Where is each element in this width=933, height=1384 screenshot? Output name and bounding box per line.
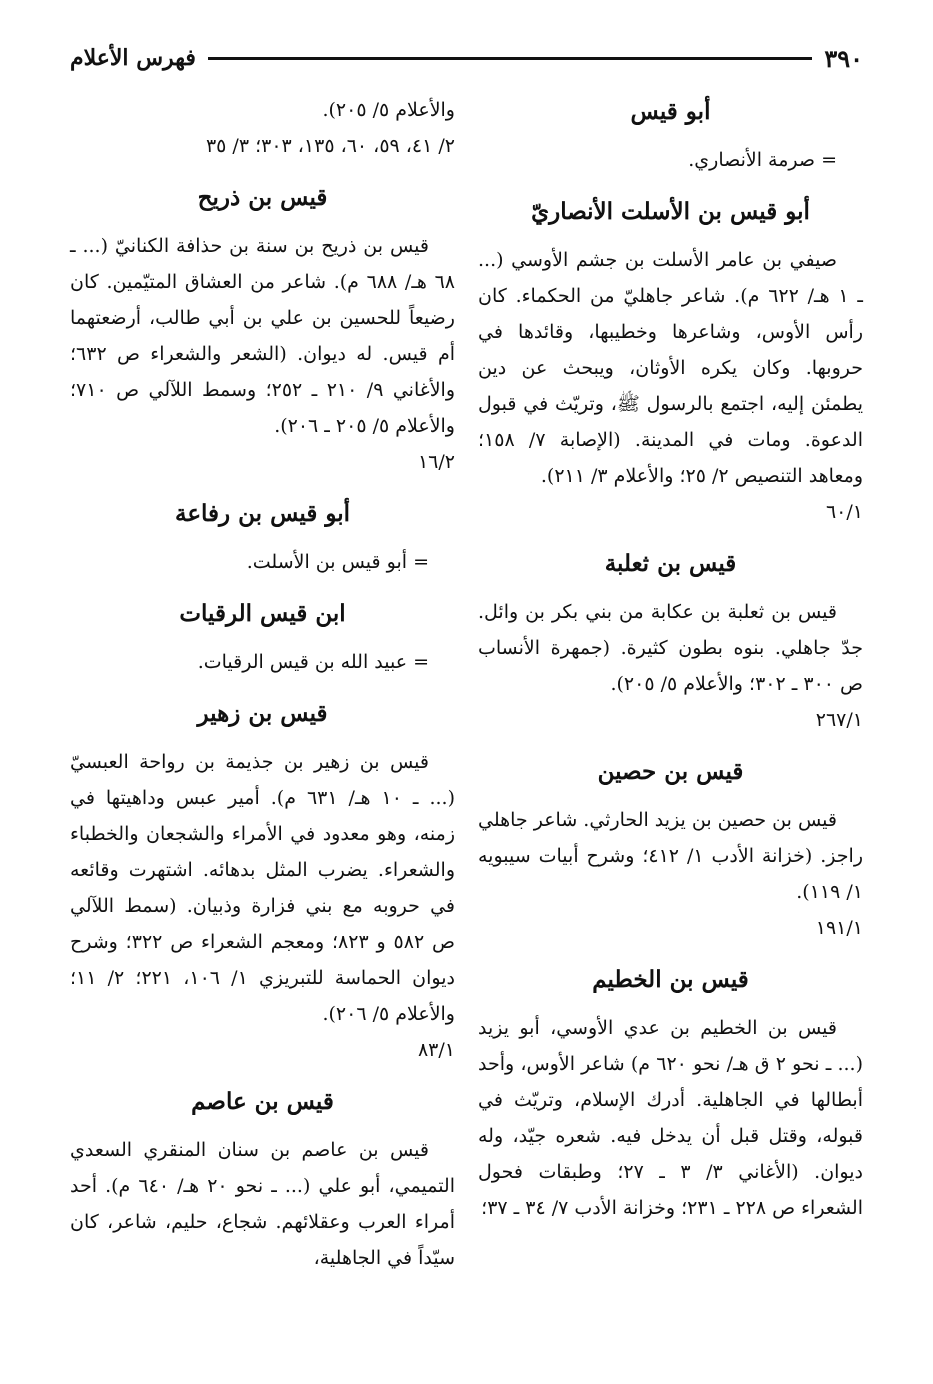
- page-number: ٣٩٠: [824, 43, 863, 73]
- entry-abu-qays: [478, 92, 863, 178]
- entry-qays-ibn-husayn: [478, 752, 863, 946]
- entry-title: أبو قيس بن الأسلت الأنصاريّ: [531, 198, 810, 225]
- entry-body: صيفي بن عامر الأسلت بن جشم الأوسي (... ـ ١ هـ/ ٦٢٢ م). شاعر جاهليّ من الحكماء. كان رأس الأوس، وشاعرها وخطيبها، وقائدها في حروبها. وكان يكره الأوثان، ويبحث عن دين يطمئن إليه، اجتمع بالرسول ﷺ، وتريّث في قبول الدعوة. ومات في المدينة. (الإصابة ٧/ ١٥٨؛ ومعاهد التنصيص ٢/ ٢٥؛ والأعلام ٣/ ٢١١).: [478, 249, 863, 487]
- entry-ibn-qays-al-ruqayyat: [70, 594, 455, 680]
- entry-page-ref: ١٦/٢: [417, 451, 455, 473]
- entry-qays-ibn-al-khatim: [478, 960, 863, 1226]
- entry-title: قيس بن عاصم: [191, 1088, 334, 1115]
- entry-body: قيس بن ذريح بن سنة بن حذافة الكنانيّ (... ـ ٦٨ هـ/ ٦٨٨ م). شاعر من العشاق المتيّمين. كان رضيعاً للحسين بن علي بن أبي طالب، أرضعتهما أم قيس. له ديوان. (الشعر والشعراء ص ٦٣٢؛ والأغاني ٩/ ٢١٠ ـ ٢٥٢؛ وسمط اللآلي ص ٧١٠؛ والأعلام ٥/ ٢٠٥ ـ ٢٠٦).: [70, 235, 455, 437]
- entry-page-ref: ٦٠/١: [825, 501, 863, 523]
- left-column: [70, 92, 455, 1276]
- entry-title: قيس بن حصين: [597, 758, 744, 785]
- entry-title: قيس بن الخطيم: [592, 966, 749, 993]
- entry-page-ref: ١٩١/١: [815, 917, 863, 939]
- entry-body: قيس بن عاصم بن سنان المنقري السعدي التميمي، أبو علي (... ـ نحو ٢٠ هـ/ ٦٤٠ م). أحد أمراء العرب وعقلائهم. شجاع، حليم، شاعر، كان سيّداً في الجاهلية،: [70, 1139, 455, 1269]
- entry-qays-ibn-asim: [70, 1082, 455, 1276]
- entry-body: قيس بن ثعلبة بن عكابة من بني بكر بن وائل. جدّ جاهلي. بنوه بطون كثيرة. (جمهرة الأنساب ص ٣٠٠ ـ ٣٠٢؛ والأعلام ٥/ ٢٠٥).: [478, 601, 863, 695]
- entry-qays-ibn-thalaba: [478, 544, 863, 738]
- entry-title: قيس بن زهير: [197, 700, 328, 727]
- entry-qays-ibn-dharih: [70, 178, 455, 480]
- entry-title: قيس بن ثعلبة: [604, 550, 737, 577]
- entry-page-ref: ٢٦٧/١: [815, 709, 863, 731]
- entry-title: أبو قيس: [630, 98, 711, 125]
- entry-title: أبو قيس بن رفاعة: [174, 500, 351, 527]
- entry-body: قيس بن حصين بن يزيد الحارثي. شاعر جاهلي راجز. (خزانة الأدب ١/ ٤١٢؛ وشرح أبيات سيبويه ١/ ١١٩).: [478, 809, 863, 903]
- continued-text: والأعلام ٥/ ٢٠٥).: [322, 99, 455, 121]
- entry-title: قيس بن ذريح: [197, 184, 328, 211]
- continued-page-refs: ٢/ ٤١، ٥٩، ٦٠، ١٣٥، ٣٠٣؛ ٣/ ٣٥: [205, 135, 455, 157]
- entry-body: قيس بن الخطيم بن عدي الأوسي، أبو يزيد (... ـ نحو ٢ ق هـ/ نحو ٦٢٠ م) شاعر الأوس، وأحد أبطالها في الجاهلية. أدرك الإسلام، وتريّث في قبوله، وقتل قبل أن يدخل فيه. شعره جيّد، وله ديوان. (الأغاني ٣/ ٣ ـ ٢٧؛ وطبقات فحول الشعراء ص ٢٢٨ ـ ٢٣١؛ وخزانة الأدب ٧/ ٣٤ ـ ٣٧؛: [478, 1017, 863, 1219]
- entry-body: قيس بن زهير بن جذيمة بن رواحة العبسيّ (... ـ ١٠ هـ/ ٦٣١ م). أمير عبس وداهيتها في زمنه، وهو معدود في الأمراء والشجعان والخطباء والشعراء. يضرب المثل بدهائه. اشتهرت وقائعه في حروبه مع بني فزارة وذبيان. (سمط اللآلي ص ٥٨٢ و ٨٢٣؛ ومعجم الشعراء ص ٣٢٢؛ وشرح ديوان الحماسة للتبريزي ١/ ١٠٦، ٢٢١؛ ٢/ ١١؛ والأعلام ٥/ ٢٠٦).: [70, 751, 455, 1025]
- header-rule: [208, 57, 812, 60]
- entry-cross-reference: = عبيد الله بن قيس الرقيات.: [197, 651, 429, 673]
- entry-abu-qays-ibn-rifaa: [70, 494, 455, 580]
- entry-title: ابن قيس الرقيات: [179, 600, 346, 627]
- running-title: فهرس الأعلام: [70, 45, 196, 71]
- entry-qays-ibn-zuhayr: [70, 694, 455, 1068]
- entry-page-ref: ٨٣/١: [417, 1039, 455, 1061]
- entry-cross-reference: = صرمة الأنصاري.: [688, 149, 837, 171]
- entry-cross-reference: = أبو قيس بن الأسلت.: [246, 551, 429, 573]
- right-column: [478, 92, 863, 1226]
- entry-abu-qays-ibn-al-aslat: [478, 192, 863, 530]
- page-header: [70, 40, 863, 76]
